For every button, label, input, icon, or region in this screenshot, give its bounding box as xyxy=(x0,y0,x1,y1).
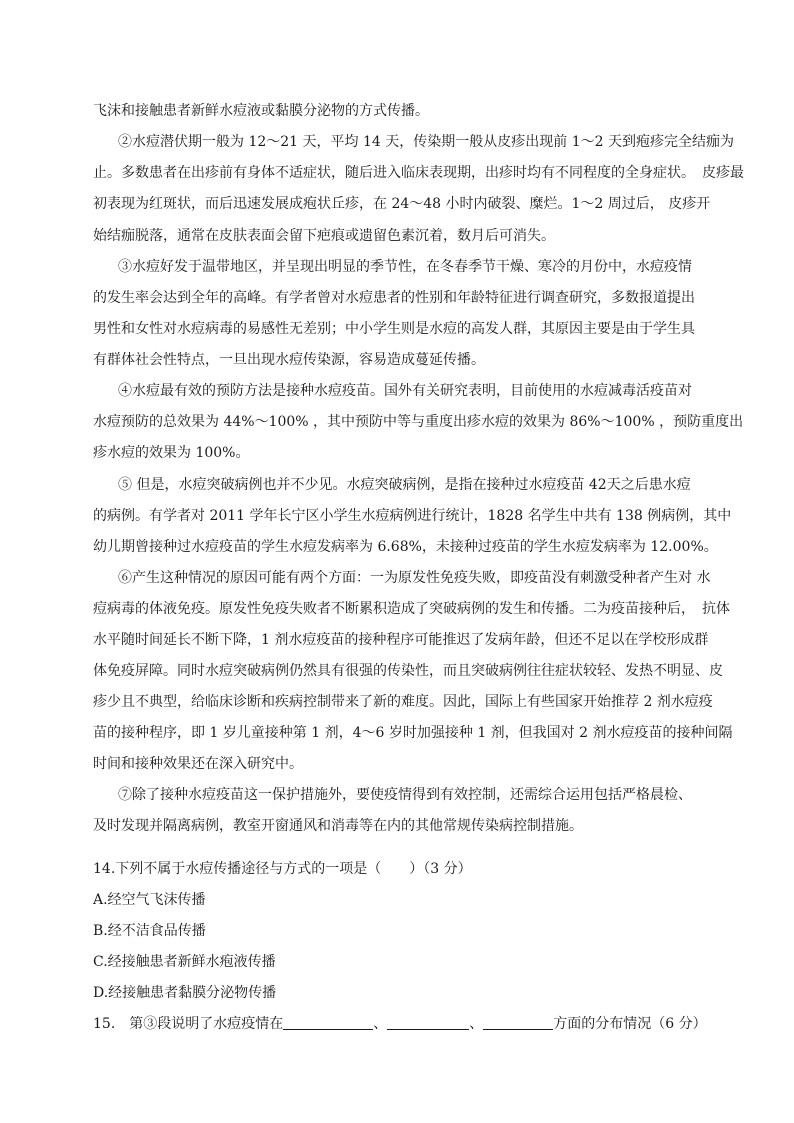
question-15-sep-2: 、 xyxy=(469,1016,484,1032)
answer-blank-1[interactable] xyxy=(283,1015,373,1030)
body-line: ⑦除了接种水痘疫苗这一保护措施外，要使疫情得到有效控制，还需综合运用包括严格晨检、 xyxy=(118,787,692,803)
answer-blank-2[interactable] xyxy=(387,1015,469,1030)
body-line: 的病例。有学者对 2011 学年长宁区小学生水痘病例进行统计，1828 名学生中共有 138 例病例，其中 xyxy=(93,508,732,524)
body-line: ④水痘最有效的预防方法是接种水痘疫苗。国外有关研究表明，目前使用的水痘减毒活疫苗对 xyxy=(118,383,692,399)
question-15-prefix: 15. 第③段说明了水痘疫情在 xyxy=(93,1016,284,1032)
question-14-option-b: B.经不洁食品传播 xyxy=(93,923,206,939)
question-15 xyxy=(93,1014,707,1034)
body-line: 痘病毒的体液免疫。原发性免疫失败者不断累积造成了突破病例的发生和传播。二为疫苗接种后， 抗体 xyxy=(93,601,730,617)
question-15-sep-1: 、 xyxy=(373,1016,388,1032)
body-line: 苗的接种程序，即 1 岁儿童接种第 1 剂，4～6 岁时加强接种 1 剂，但我国对 2 剂水痘疫苗的接种间隔 xyxy=(93,725,733,741)
answer-blank-3[interactable] xyxy=(483,1015,553,1030)
body-line: 的发生率会达到全年的高峰。有学者曾对水痘患者的性别和年龄特征进行调查研究，多数报道提出 xyxy=(93,290,695,306)
question-14-option-c: C.经接触患者新鲜水疱液传播 xyxy=(93,954,276,970)
body-line: 及时发现并隔离病例，教室开窗通风和消毒等在内的其他常规传染病控制措施。 xyxy=(93,818,583,834)
body-line: 飞沫和接触患者新鲜水痘液或黏膜分泌物的方式传播。 xyxy=(93,103,429,119)
body-line: 有群体社会性特点，一旦出现水痘传染源，容易造成蔓延传播。 xyxy=(93,352,485,368)
body-line: ②水痘潜伏期一般为 12～21 天，平均 14 天，传染期一般从皮疹出现前 1～2 天到疱疹完全结痂为 xyxy=(118,134,734,150)
question-14-option-a: A.经空气飞沫传播 xyxy=(93,892,206,908)
body-line: 幼儿期曾接种过水痘疫苗的学生水痘发病率为 6.68%，未接种过疫苗的学生水痘发病率为 12.00%。 xyxy=(93,539,718,555)
body-line: 时间和接种效果还在深入研究中。 xyxy=(93,756,303,772)
question-15-suffix: 方面的分布情况（6 分） xyxy=(553,1016,707,1032)
body-line: 初表现为红斑状，而后迅速发展成疱状丘疹，在 24～48 小时内破裂、糜烂。1～2 周过后， 皮疹开 xyxy=(93,196,711,212)
body-line: 体免疫屏障。同时水痘突破病例仍然具有很强的传染性，而且突破病例往往症状较轻、发热不明显、皮 xyxy=(93,663,723,679)
body-line: 水平随时间延长不断下降，1 剂水痘疫苗的接种程序可能推迟了发病年龄，但还不足以在学校形成群 xyxy=(93,632,709,648)
question-14-stem: 14.下列不属于水痘传播途径与方式的一项是（ ）（3 分） xyxy=(93,861,472,877)
body-line: 疹水痘的效果为 100%。 xyxy=(93,445,250,461)
body-line: 始结痂脱落，通常在皮肤表面会留下疤痕或遗留色素沉着，数月后可消失。 xyxy=(93,228,555,244)
body-line: 男性和女性对水痘病毒的易感性无差别；中小学生则是水痘的高发人群，其原因主要是由于学生具 xyxy=(93,321,695,337)
body-line: ⑥产生这种情况的原因可能有两个方面：一为原发性免疫失败，即疫苗没有刺激受种者产生对 水 xyxy=(118,570,711,586)
body-line: 止。多数患者在出疹前有身体不适症状，随后进入临床表现期，出疹时均有不同程度的全身症状。 皮疹最 xyxy=(93,165,744,181)
body-line: 水痘预防的总效果为 44%～100% ，其中预防中等与重度出疹水痘的效果为 86%～100% ，预防重度出 xyxy=(93,414,744,430)
body-line: 疹少且不典型，给临床诊断和疾病控制带来了新的难度。因此，国际上有些国家开始推荐 2 剂水痘疫 xyxy=(93,694,713,710)
body-line: ③水痘好发于温带地区，并呈现出明显的季节性，在冬春季节干燥、寒冷的月份中，水痘疫情 xyxy=(118,259,692,275)
body-line: ⑤ 但是，水痘突破病例也并不少见。水痘突破病例，是指在接种过水痘疫苗 42天之后患水痘 xyxy=(118,477,691,493)
question-14-option-d: D.经接触患者黏膜分泌物传播 xyxy=(93,985,277,1001)
